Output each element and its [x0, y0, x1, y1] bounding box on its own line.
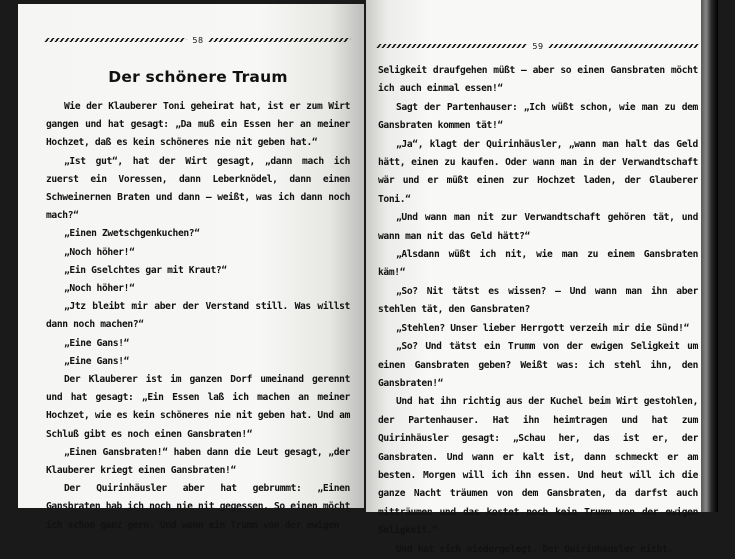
page-number: 59 [532, 41, 544, 51]
page-edge-shadow [701, 0, 718, 512]
right-page-text [378, 62, 698, 559]
paragraph: „Noch höher!“ [64, 283, 135, 295]
paragraph: „Noch höher!“ [64, 246, 135, 258]
left-page [18, 4, 364, 531]
paragraph: Seligkeit draufgehen müßt — aber so einen Gansbraten möcht ich auch einmal essen!“ [378, 65, 698, 95]
page-number: 58 [192, 35, 204, 45]
paragraph: „Ein Gselchtes gar mit Kraut?“ [64, 264, 227, 276]
paragraph: „Jtz bleibt mir aber der Verstand still. Was willst dann noch machen?“ [46, 301, 350, 331]
paragraph: „Ja“, klagt der Quirinhäusler, „wann man halt das Geld hätt, einen zu kaufen. Oder wann man in der Verwandtschaft wär und er müßt einen zur Hochzet laden, der Glauberer Toni.“ [378, 138, 698, 205]
paragraph: „Stehlen? Unser lieber Herrgott verzeih mir die Sünd!“ [396, 322, 690, 334]
paragraph: Der Quirinhäusler aber hat gebrummt: „Einen Gansbraten hab ich noch nie nit gegessen. So einen möcht ich schon ganz gern. Und wann ein Trumm von der ewigen [46, 483, 350, 531]
ornament-rule [376, 44, 528, 48]
paragraph: Der Klauberer ist im ganzen Dorf umeinand gerennt und hat gesagt: „Ein Essen laß ich machen an meiner Hochzet, wie es kein schöneres nie nit geben hat. Und am Schluß gibt es noch einen Gansbraten!“ [46, 374, 350, 440]
ornament-rule [548, 44, 700, 48]
paragraph: „Eine Gans!“ [64, 337, 130, 349]
paragraph: Und hat sich niedergelegt. Der Quirinhäusler nicht. [396, 543, 673, 555]
right-page [366, 0, 718, 555]
paragraph: „Einen Zwetschgenkuchen?“ [64, 228, 200, 240]
paragraph: „Alsdann wüßt ich nit, wie man zu einem Gansbraten käm!“ [378, 249, 698, 279]
ornament-rule [208, 38, 352, 42]
ornament-rule [44, 38, 188, 42]
paragraph: „Eine Gans!“ [64, 355, 130, 367]
running-header-left [46, 34, 350, 46]
paragraph: „Einen Gansbraten!“ haben dann die Leut gesagt, „der Klauberer kriegt einen Gansbraten!“ [46, 446, 350, 477]
paragraph: Wie der Klauberer Toni geheirat hat, ist er zum Wirt gangen und hat gesagt: „Da muß ein Essen her an meiner Hochzet, daß es kein schöneres nie nit geben hat.“ [46, 101, 350, 149]
paragraph: „So? Nit tätst es wissen? — Und wann man ihn aber stehlen tät, den Gansbraten? [378, 285, 698, 316]
paragraph: „Ist gut“, hat der Wirt gesagt, „dann mach ich zuerst ein Voressen, dann Leberknödel, dann einen Schweinernen Braten und dann — weißt, was ich dann noch mach?“ [46, 155, 350, 222]
paragraph: „So? Und tätst ein Trumm von der ewigen Seligkeit um einen Gansbraten geben? Weißt was: ich stehl ihn, den Gansbraten!“ [378, 341, 698, 389]
running-header-right [378, 40, 698, 52]
story-title: Der schönere Traum [108, 68, 288, 86]
left-page-text [46, 98, 350, 535]
paragraph: „Und wann man nit zur Verwandtschaft gehören tät, und wann man nit das Geld hätt?“ [378, 212, 698, 242]
paragraph: Und hat ihn richtig aus der Kuchel beim Wirt gestohlen, der Partenhauser. Hat ihn heimtragen und hat zum Quirinhäusler gesagt: „Schau her, das ist er, der Gansbraten. Und wann er kalt ist, dann schmeckt er am besten. Morgen will ich ihn essen. Und heut will ich die ganze Nacht träumen von dem Gansbraten, da darfst auch mitträumen und das kostet noch kein Trumm von der ewigen Seligkeit.“ [378, 396, 698, 537]
paragraph: Sagt der Partenhauser: „Ich wüßt schon, wie man zu dem Gansbraten kommen tät!“ [378, 101, 698, 132]
